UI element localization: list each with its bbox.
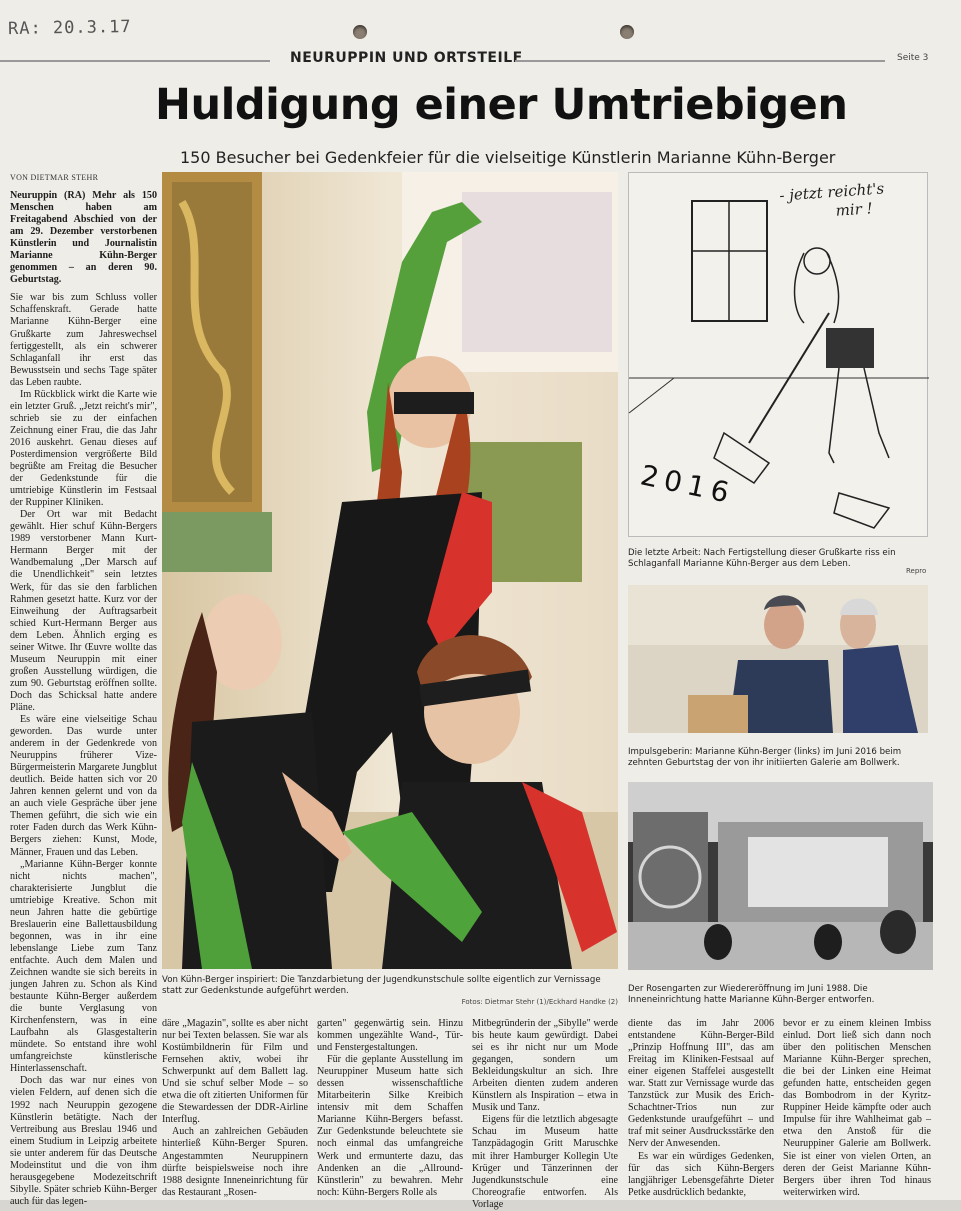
- paragraph: Für die geplante Ausstellung im Neuruppiner Museum hatte sich dessen wissenschaftliche Mitarbeiterin Silke Kreibich intensiv mit dem Schaffen Marianne Kühn-Bergers befasst. Zur Gedenkstunde beleuchtete sie noch einmal das umfangreiche Werk und ermunterte dazu, das Andenken an die „Allround-Künstlerin" zu bewahren. Mehr noch: Kühn-Bergers Rolle als: [317, 1054, 463, 1198]
- restaurant-photo: [628, 782, 933, 970]
- dance-photo: [162, 172, 618, 969]
- header-rule: [0, 60, 270, 62]
- paragraph: Es war ein würdiges Gedenken, für das sich Kühn-Bergers langjähriger Lebensgefährte Dieter Petke ausdrücklich bedankte,: [628, 1150, 774, 1198]
- sketch-handwriting: [779, 179, 886, 224]
- text-column-1: [10, 190, 157, 1207]
- punch-hole: [620, 25, 634, 39]
- paragraph: däre „Magazin", sollte es aber nicht nur bei Texten belassen. Sie war als Kostümbildnerin für Film und Fernsehen aktiv, wobei ihr Schwerpunkt auf dem Ballett lag. Und sie schuf selber Mode – so etwa die oft zitierten Uniformen für die Stewardessen der DDR-Airline Interflug.: [162, 1018, 308, 1126]
- punch-hole: [353, 25, 367, 39]
- text-column-5: [628, 1018, 774, 1196]
- dance-illustration: [162, 172, 618, 969]
- paragraph: Sie war bis zum Schluss voller Schaffenskraft. Gerade hatte Marianne Kühn-Berger eine Grußkarte zum Jahreswechsel fertiggestellt, als ein schwerer Schlaganfall ihr erst das Bewusstsein und sechs Tage später das Leben raubte.: [10, 292, 157, 388]
- page-number: Seite 3: [897, 53, 929, 63]
- portrait-photo: [628, 585, 928, 733]
- text-column-3: [317, 1018, 463, 1196]
- paragraph: „Marianne Kühn-Berger konnte nicht nichts machen", charakterisierte Jungblut die umtriebige Kreative. Schon mit neun Jahren hatte die gebürtige Breslauerin eine Ballettausbildung begonnen, was in ihr eine lebenslange Liebe zum Tanz entfachte. Auch dem Malen und Zeichnen wandte sie sich bereits in jungen Jahren zu. Schon als Kind bestaunte Kühn-Berger außerdem die bunte Verglasung von Kirchenfenstern, was in eine Laufbahn als Glasgestalterin mündete. So entstand ihre wohl umfangreichste künstlerische Hinterlassenschaft.: [10, 858, 157, 1075]
- paragraph: Auch an zahlreichen Gebäuden hinterließ Kühn-Berger Spuren. Angestammten Neuruppinern dürfte beispielsweise noch ihre 1988 designte Inneneinrichtung für das Restaurant „Rosen-: [162, 1126, 308, 1198]
- handwritten-note: RA: 20.3.17: [7, 16, 132, 40]
- portrait-illustration: [628, 585, 928, 733]
- section-rubric: NEURUPPIN UND ORTSTEILE: [290, 50, 523, 66]
- text-column-4: [472, 1018, 618, 1210]
- dance-photo-caption: [162, 975, 618, 1008]
- article-subhead: 150 Besucher bei Gedenkfeier für die vielseitige Künstlerin Marianne Kühn-Berger: [180, 148, 836, 167]
- lead-paragraph: Neuruppin (RA) Mehr als 150 Menschen haben am Freitagabend Abschied von der am 29. Dezember verstorbenen Künstlerin und Journalistin Marianne Kühn-Berger genommen – an deren 90. Geburtstag.: [10, 190, 157, 286]
- text-column-2: [162, 1018, 308, 1196]
- restaurant-caption: [628, 984, 933, 1006]
- sketch-text-line: mir !: [834, 199, 874, 220]
- byline: VON DIETMAR STEHR: [10, 173, 99, 182]
- sketch-year: 2016: [637, 458, 738, 511]
- sketch-text-line: - jetzt reicht's: [778, 179, 885, 205]
- paragraph: Der Ort war mit Bedacht gewählt. Hier schuf Kühn-Bergers 1989 verstorbener Mann Kurt-Hermann Berger mit der Wandbemalung „Der Marsch auf die Unendlichkeit" sein letztes Werk, für das sie den farblichen Rahmen gesetzt hatte. Kurz vor der Einweihung der Auftragsarbeit schied Kurt-Hermann Berger aus dem Leben. Ähnlich erging es seiner Witwe. Ihr Œuvre wollte das Museum Neuruppin mit einer großen Ausstellung würdigen, die zum 90. Geburtstag eröffnen sollte. Doch das Schicksal hatte andere Pläne.: [10, 509, 157, 713]
- paragraph: garten" gegenwärtig sein. Hinzu kommen ungezählte Wand-, Tür- und Fenstergestaltungen.: [317, 1018, 463, 1054]
- paragraph: Mitbegründerin der „Sibylle" werde bis heute kaum gewürdigt. Dabei sei es ihr nicht nur um Mode gegangen, sondern um Bekleidungskultur an sich. Ihre Arbeiten dienten zudem anderen Künstlern als Inspiration – etwa in Musik und Tanz.: [472, 1018, 618, 1114]
- caption-text: Die letzte Arbeit: Nach Fertigstellung dieser Grußkarte riss ein Schlaganfall Marianne Kühn-Berger aus dem Leben.: [628, 548, 896, 569]
- text-column-6: [783, 1018, 931, 1196]
- paragraph: diente das im Jahr 2006 entstandene Kühn-Berger-Bild „Prinzip Hoffnung III", das am Freitag im Kliniken-Festsaal auf einer eigenen Staffelei ausgestellt war. Statt zur Vernissage wurde das Tanzstück zur Musik des Erich-Schachtner-Trios nun zur Gedenkstunde uraufgeführt – und traf mit seiner Ausdrucksstärke den Nerv der Anwesenden.: [628, 1018, 774, 1150]
- restaurant-illustration: [628, 782, 933, 970]
- photo-credit: Fotos: Dietmar Stehr (1)/Eckhard Handke (2): [461, 998, 618, 1006]
- article-headline: Huldigung einer Umtriebigen: [155, 80, 848, 130]
- sketch-caption: [628, 548, 928, 570]
- portrait-caption: [628, 747, 928, 769]
- paragraph: Es wäre eine vielseitige Schau geworden. Das wurde unter anderem in der Gedenkrede von Neuruppins früherer Vize-Bürgermeisterin Margarete Jungblut deutlich. Beide hatten sich vor 20 Jahren kennen gelernt und von da an auch viele Gespräche über jene Themen geführt, die sich wie ein roter Faden durch das Werk Kühn-Bergers ziehen: Kunst, Mode, Männer, Frauen und das Leben.: [10, 714, 157, 858]
- header-rule: [515, 60, 885, 62]
- paragraph: Doch das war nur eines von vielen Feldern, auf denen sich die 1992 nach Neuruppin gezogene Künstlerin betätigte. Nach der Vertreibung aus Breslau 1946 und einem Studium in Leipzig arbeitete sie unter anderem für das Deutsche Modeinstitut und die von ihm herausgegebene Modezeitschrift Sibylle. Später schrieb Kühn-Berger auch für das legen-: [10, 1075, 157, 1207]
- paragraph: bevor er zu einem kleinen Imbiss einlud. Dort ließ sich dann noch über den politischen Menschen Marianne Kühn-Berger sprechen, die bei der Linken eine Heimat gefunden hatte, entscheiden gegen das Bombodrom in der Kyritz-Ruppiner Heide kämpfte oder auch Impulse für ihre Wahlheimat gab – etwa den Anstoß für die Neuruppiner Galerie am Bollwerk. Sie ist einer von vielen Orten, an deren der Geist Marianne Kühn-Bergers über ihren Tod hinaus weiterwirken wird.: [783, 1018, 931, 1198]
- paragraph: Im Rückblick wirkt die Karte wie ein letzter Gruß. „Jetzt reicht's mir", schrieb sie zu der einfachen Zeichnung einer Frau, die das Jahr 2016 auskehrt. Genau dieses auf Posterdimension vergrößerte Bild begrüßte am Freitag die Besucher der Gedenkstunde für die umtriebige Künstlerin im Festsaal der Ruppiner Kliniken.: [10, 388, 157, 509]
- caption-text: Von Kühn-Berger inspiriert: Die Tanzdarbietung der Jugendkunstschule sollte eigentlich zur Vernissage statt zur Gedenkstunde aufgeführt werden.: [162, 975, 601, 996]
- caption-text: Impulsgeberin: Marianne Kühn-Berger (links) im Juni 2016 beim zehnten Geburtstag der von ihr initiierten Galerie am Bollwerk.: [628, 747, 902, 768]
- sketch-credit: Repro: [906, 567, 927, 575]
- caption-text: Der Rosengarten zur Wiedereröffnung im Juni 1988. Die Inneneinrichtung hatte Marianne Kühn-Berger entworfen.: [628, 984, 875, 1005]
- paragraph: Eigens für die letztlich abgesagte Schau im Museum hatte Tanzpädagogin Gritt Maruschke mit ihrer Hamburger Kollegin Ute Krüger und Tänzerinnen der Jugendkunstschule eine Choreografie entworfen. Als Vorlage: [472, 1114, 618, 1210]
